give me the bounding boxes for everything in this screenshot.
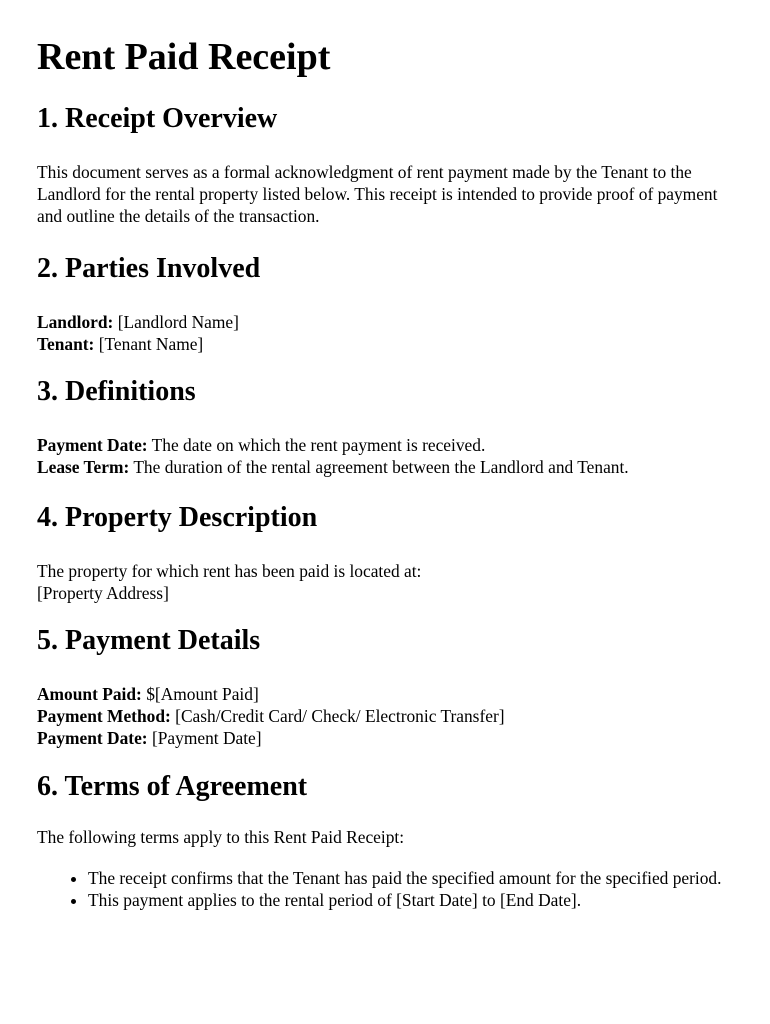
section-heading-property: 4. Property Description [37,502,318,533]
date-label: Payment Date: [37,728,148,748]
payment-date-term: Payment Date: [37,435,148,455]
definition-lease-term [37,456,734,478]
terms-intro: The following terms apply to this Rent Paid Receipt: [37,827,405,847]
property-intro: The property for which rent has been paid is located at: [37,561,422,581]
payment-block [37,683,734,749]
landlord-value: [Landlord Name] [117,312,239,332]
section-heading-terms: 6. Terms of Agreement [37,771,308,802]
definition-payment-date [37,434,734,456]
tenant-value: [Tenant Name] [98,334,204,354]
section-heading-overview: 1. Receipt Overview [37,103,278,134]
amount-value: $[Amount Paid] [146,684,259,704]
date-line [37,727,734,749]
section-heading-definitions: 3. Definitions [37,376,196,407]
landlord-line [37,311,734,333]
property-address: [Property Address] [37,583,169,603]
amount-label: Amount Paid: [37,684,142,704]
tenant-line [37,333,734,355]
method-value: [Cash/Credit Card/ Check/ Electronic Transfer] [175,706,505,726]
list-item: • The receipt confirms that the Tenant has paid the specified amount for the specified period. [88,867,734,889]
amount-line [37,683,734,705]
lease-term-term: Lease Term: [37,457,130,477]
landlord-label: Landlord: [37,312,114,332]
section-heading-parties: 2. Parties Involved [37,253,261,284]
list-item: • This payment applies to the rental period of [Start Date] to [End Date]. [88,889,734,911]
tenant-label: Tenant: [37,334,95,354]
date-value: [Payment Date] [151,728,262,748]
payment-date-definition: The date on which the rent payment is received. [151,435,486,455]
property-block [37,560,734,604]
parties-block [37,311,734,355]
document-title: Rent Paid Receipt [37,36,331,78]
definitions-block [37,434,734,478]
section-heading-payment: 5. Payment Details [37,625,261,656]
method-label: Payment Method: [37,706,171,726]
terms-list [37,867,734,911]
overview-paragraph: This document serves as a formal acknowledgment of rent payment made by the Tenant to the Landlord for the rental property listed below. This receipt is intended to provide proof of payment and outline the details of the transaction. [37,162,718,226]
method-line [37,705,734,727]
lease-term-definition: The duration of the rental agreement between the Landlord and Tenant. [133,457,629,477]
